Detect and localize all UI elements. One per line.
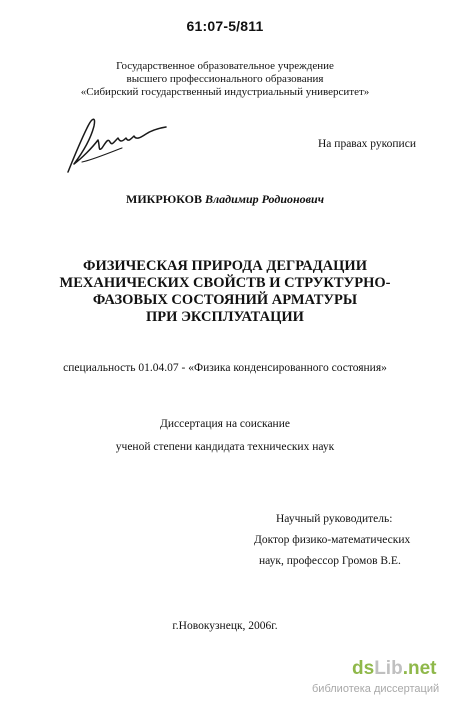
catalog-code: 61:07-5/811 (186, 18, 264, 34)
watermark-logo-part-2: Lib (374, 658, 403, 679)
specialty-line: специальность 01.04.07 - «Физика конденсированного состояния» (63, 362, 387, 374)
watermark-subtitle: библиотека диссертаций (312, 683, 440, 695)
watermark-logo (352, 659, 436, 679)
manuscript-rights-note: На правах рукописи (318, 138, 416, 150)
degree-line-1: Диссертация на соискание (160, 418, 290, 430)
title-line-3: ФАЗОВЫХ СОСТОЯНИЙ АРМАТУРЫ (92, 292, 358, 308)
author-name (0, 192, 450, 207)
institution-line-3: «Сибирский государственный индустриальный университет» (80, 86, 370, 98)
institution-line-2: высшего профессионального образования (126, 73, 324, 85)
watermark-logo-part-3: .net (402, 658, 437, 679)
title-line-1: ФИЗИЧЕСКАЯ ПРИРОДА ДЕГРАДАЦИИ (83, 258, 367, 274)
institution-line-1: Государственное образовательное учреждение (116, 60, 334, 72)
supervisor-degree: Доктор физико-математических (254, 534, 411, 546)
dissertation-title (0, 258, 450, 326)
title-line-4: ПРИ ЭКСПЛУАТАЦИИ (146, 309, 304, 325)
author-given-names: Владимир Родионович (204, 192, 324, 206)
handwritten-signature (62, 112, 170, 178)
degree-line-2: ученой степени кандидата технических наук (115, 441, 335, 453)
author-surname: МИКРЮКОВ (126, 192, 202, 206)
supervisor-label: Научный руководитель: (276, 513, 393, 525)
city-year: г.Новокузнецк, 2006г. (172, 620, 278, 632)
supervisor-name: наук, профессор Громов В.Е. (259, 555, 401, 567)
title-line-2: МЕХАНИЧЕСКИХ СВОЙСТВ И СТРУКТУРНО- (59, 275, 391, 291)
watermark-logo-part-1: ds (352, 658, 375, 679)
